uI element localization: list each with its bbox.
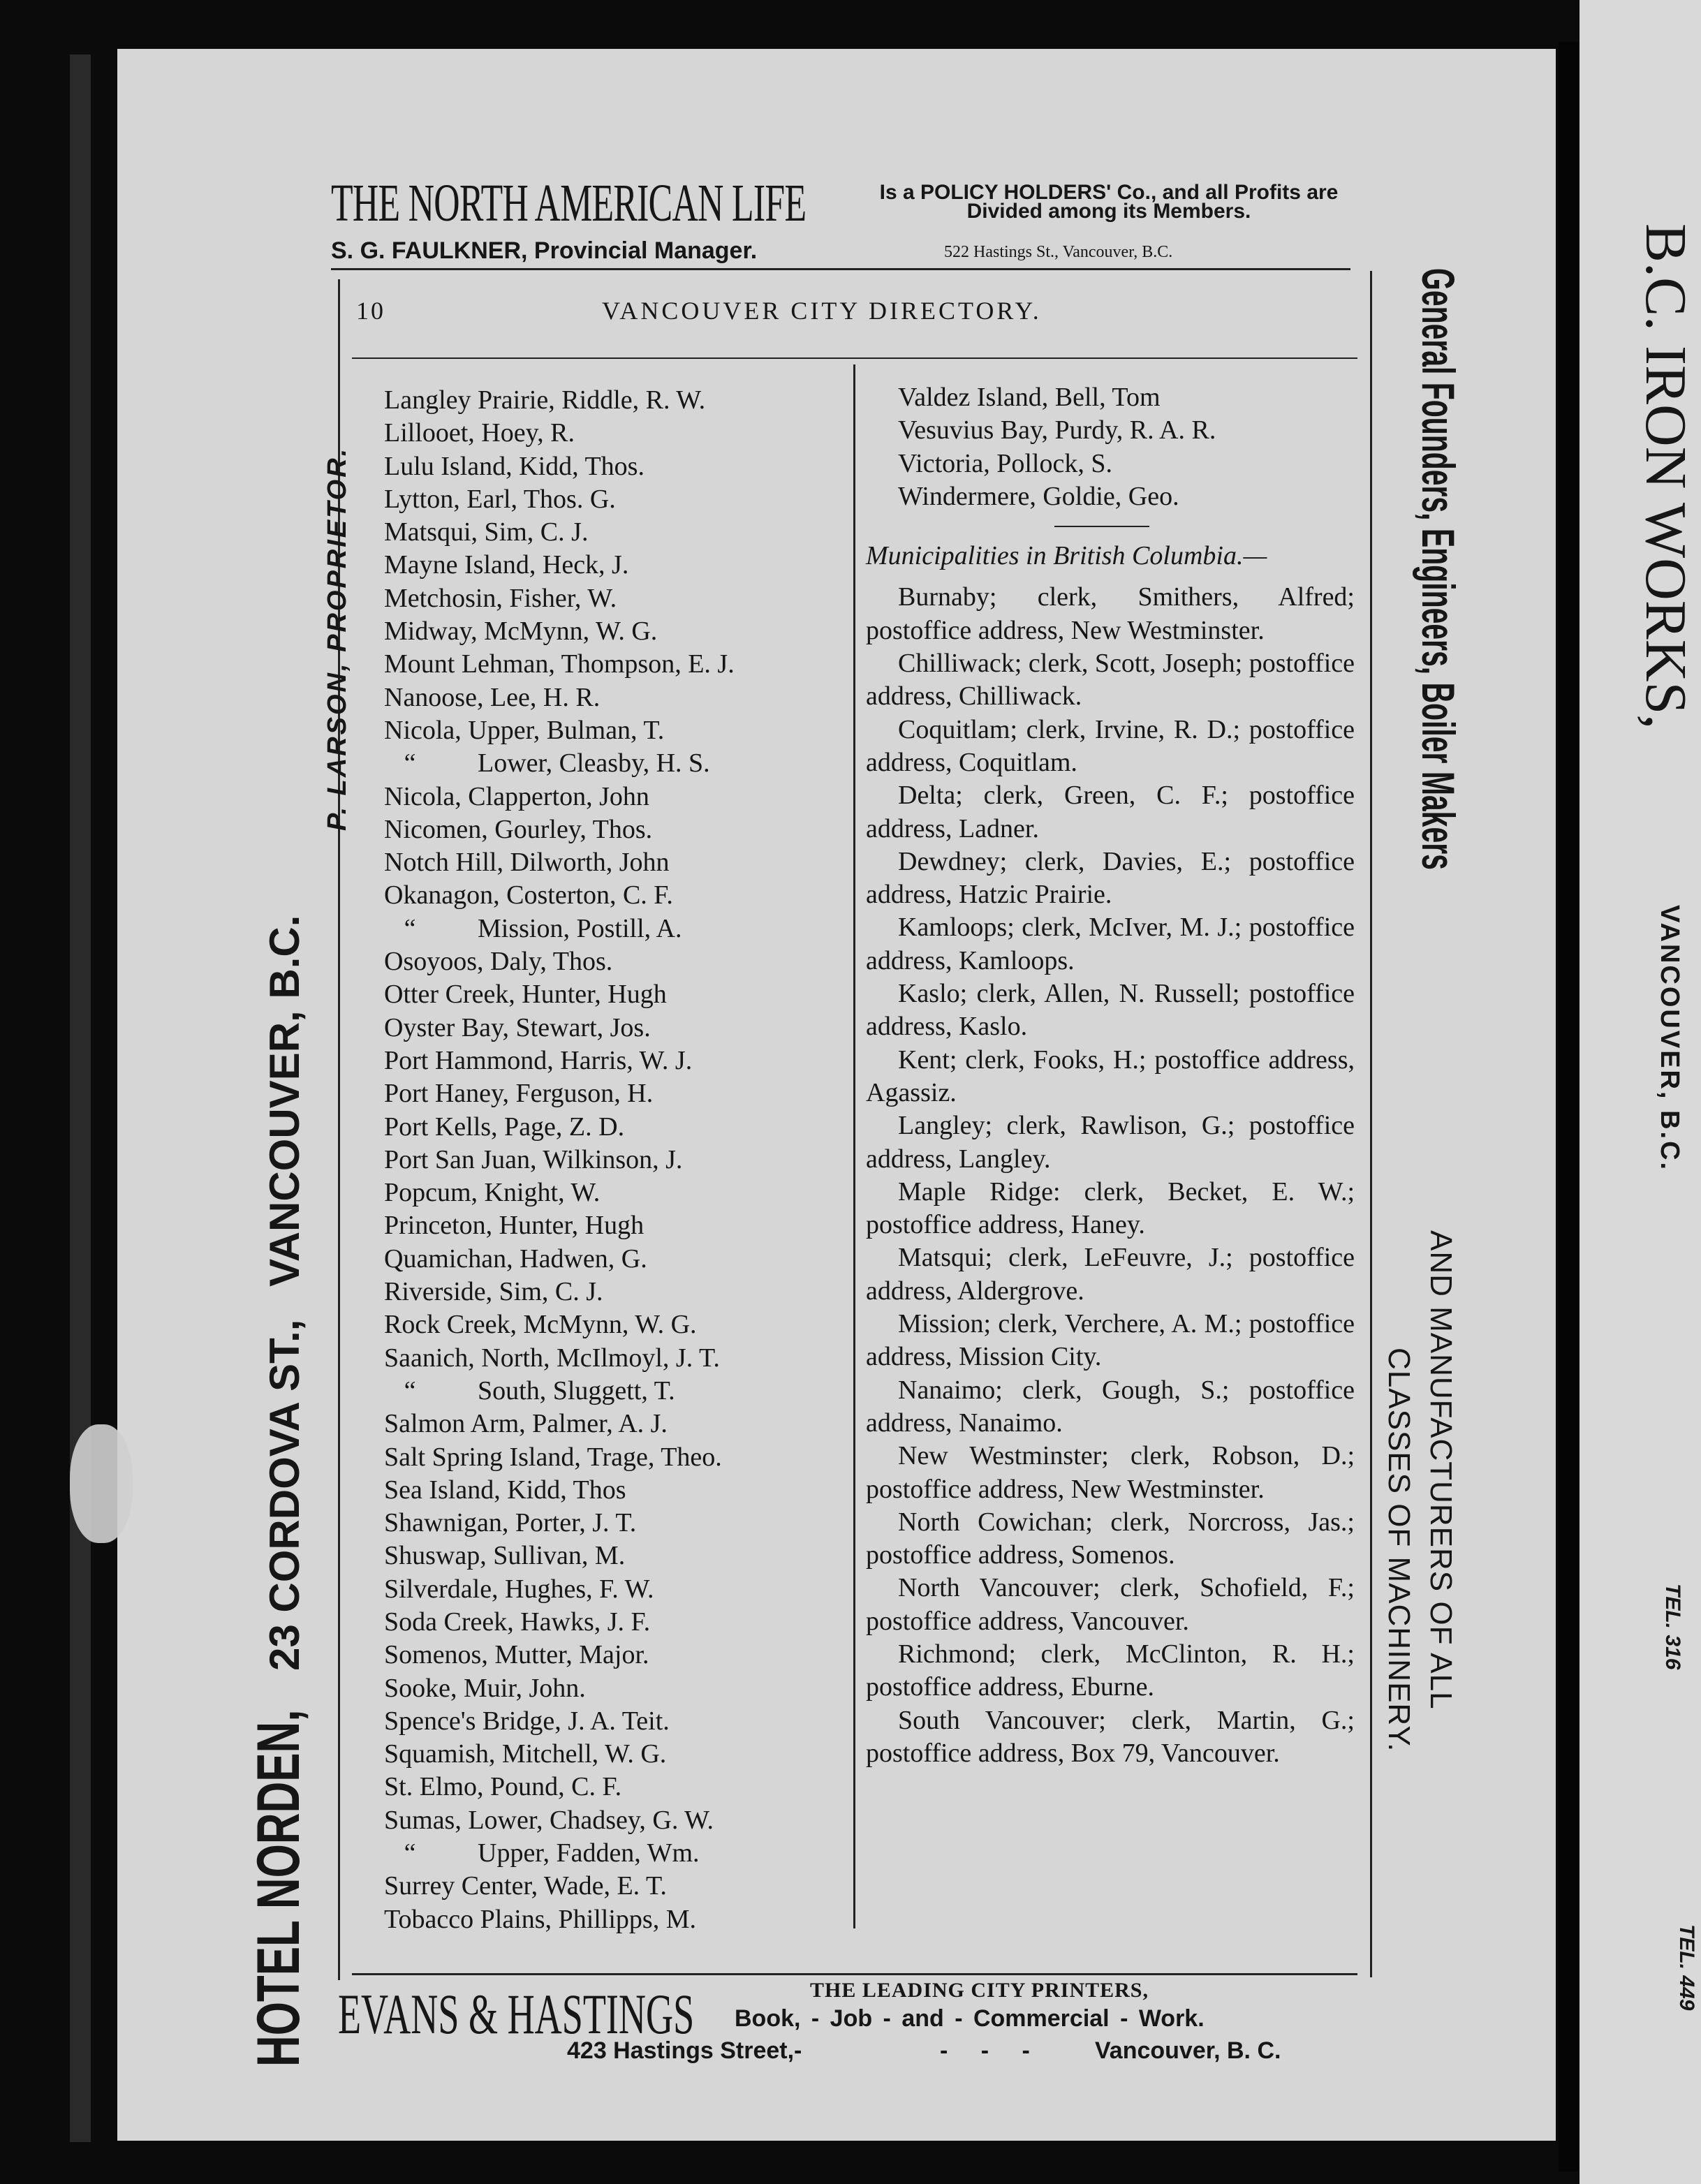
directory-entry: St. Elmo, Pound, C. F. — [384, 1772, 622, 1802]
directory-entry: Port San Juan, Wilkinson, J. — [384, 1144, 683, 1174]
directory-entry: Vesuvius Bay, Purdy, R. A. R. — [898, 415, 1216, 445]
directory-entry: Saanich, North, McIlmoyl, J. T. — [384, 1343, 720, 1373]
paper-stain — [70, 1424, 133, 1543]
directory-entry: Salt Spring Island, Trage, Theo. — [384, 1442, 722, 1472]
left-column — [384, 384, 859, 1936]
ditto-mark: “ — [404, 1838, 416, 1868]
printer-street: 423 Hastings Street,- — [567, 2037, 802, 2064]
directory-entry: Rock Creek, McMynn, W. G. — [384, 1310, 697, 1340]
banner-rule — [331, 268, 1350, 270]
directory-entry: Otter Creek, Hunter, Hugh — [384, 980, 667, 1010]
municipality-entry: Maple Ridge: clerk, Becket, E. W.; postoffice address, Haney. — [866, 1176, 1355, 1240]
directory-entry: Shawnigan, Porter, J. T. — [384, 1508, 637, 1538]
iron-works-title: B.C. IRON WORKS, — [1633, 223, 1698, 730]
directory-entry: Sooke, Muir, John. — [384, 1673, 586, 1703]
directory-entry: Shuswap, Sullivan, M. — [384, 1541, 626, 1571]
municipality-entry: Kamloops; clerk, McIver, M. J.; postoffice address, Kamloops. — [866, 913, 1355, 975]
banner-manager: S. G. FAULKNER, Provincial Manager. — [331, 237, 758, 264]
directory-entry: Silverdale, Hughes, F. W. — [384, 1574, 654, 1604]
municipality-entry: South Vancouver; clerk, Martin, G.; postoffice address, Box 79, Vancouver. — [866, 1705, 1355, 1768]
ditto-entry-text: Lower, Cleasby, H. S. — [478, 748, 710, 779]
directory-entry: Port Hammond, Harris, W. J. — [384, 1045, 693, 1075]
ditto-mark: “ — [404, 748, 416, 779]
directory-entry — [384, 747, 859, 780]
banner-address: 522 Hastings St., Vancouver, B.C. — [944, 243, 1173, 261]
directory-entry: Princeton, Hunter, Hugh — [384, 1211, 645, 1241]
page-edge — [70, 54, 91, 2142]
founders-ad — [1412, 268, 1465, 1239]
directory-entry: Notch Hill, Dilworth, John — [384, 848, 670, 878]
directory-entry: Riverside, Sim, C. J. — [384, 1277, 603, 1307]
directory-entry: Okanagon, Costerton, C. F. — [384, 880, 673, 910]
municipality-entry: Dewdney; clerk, Davies, E.; postoffice address, Hatzic Prairie. — [866, 846, 1355, 910]
frame-right-rule — [1370, 271, 1372, 1977]
directory-entry: Matsqui, Sim, C. J. — [384, 517, 589, 547]
directory-entry — [384, 1375, 859, 1408]
municipality-entry: New Westminster; clerk, Robson, D.; postoffice address, New Westminster. — [866, 1441, 1355, 1504]
section-rule — [1054, 526, 1149, 527]
directory-entry: Nicola, Clapperton, John — [384, 781, 649, 811]
printer-city: Vancouver, B. C. — [1095, 2037, 1281, 2064]
municipality-entry: Coquitlam; clerk, Irvine, R. D.; postoffice address, Coquitlam. — [866, 714, 1355, 777]
ditto-entry-text: South, Sluggett, T. — [478, 1375, 675, 1405]
manufacturers-line-2: CLASSES OF MACHINERY. — [1382, 1348, 1416, 1753]
hotel-name: HOTEL NORDEN, — [245, 1709, 312, 2067]
ditto-mark: “ — [404, 913, 416, 943]
directory-entry: Mayne Island, Heck, J. — [384, 550, 629, 580]
directory-entry: Valdez Island, Bell, Tom — [898, 383, 1161, 412]
directory-entry — [384, 913, 859, 945]
page-header: VANCOUVER CITY DIRECTORY. — [602, 297, 1042, 325]
directory-entry: Tobacco Plains, Phillipps, M. — [384, 1904, 697, 1934]
directory-entry: Nicola, Upper, Bulman, T. — [384, 715, 665, 745]
hotel-ad — [244, 915, 314, 2067]
iron-works-city: VANCOUVER, B.C. — [1655, 905, 1684, 1172]
directory-entry: Port Kells, Page, Z. D. — [384, 1112, 625, 1142]
manufacturers-line-1: AND MANUFACTURERS OF ALL — [1424, 1230, 1458, 1710]
municipality-entry: Kaslo; clerk, Allen, N. Russell; postoffice address, Kaslo. — [866, 979, 1355, 1042]
ditto-mark: “ — [404, 1375, 416, 1405]
iron-works-tel-2: TEL. 449 — [1675, 1924, 1698, 2011]
founders-text: General Founders, Engineers, Boiler Makers — [1413, 268, 1464, 870]
municipality-entry: Mission; clerk, Verchere, A. M.; postoffice address, Mission City. — [866, 1309, 1355, 1372]
directory-entry: Lytton, Earl, Thos. G. — [384, 484, 616, 514]
directory-entry: Sea Island, Kidd, Thos — [384, 1475, 626, 1505]
directory-entry: Midway, McMynn, W. G. — [384, 617, 658, 647]
directory-entry: Windermere, Goldie, Geo. — [898, 481, 1179, 511]
directory-entry: Surrey Center, Wade, E. T. — [384, 1871, 667, 1901]
directory-entry: Nicomen, Gourley, Thos. — [384, 814, 653, 844]
right-column — [866, 381, 1355, 1770]
municipality-entry: North Vancouver; clerk, Schofield, F.; postoffice address, Vancouver. — [866, 1573, 1355, 1636]
printer-name: EVANS & HASTINGS — [338, 1982, 695, 2046]
municipalities-heading: Municipalities in British Columbia.— — [866, 541, 1267, 571]
printer-dashes: - - - — [940, 2037, 1030, 2064]
municipality-entry: Kent; clerk, Fooks, H.; postoffice address, Agassiz. — [866, 1045, 1355, 1107]
directory-entry: Sumas, Lower, Chadsey, G. W. — [384, 1805, 714, 1835]
ditto-entry-text: Mission, Postill, A. — [478, 913, 682, 943]
municipality-entry: Richmond; clerk, McClinton, R. H.; postoffice address, Eburne. — [866, 1639, 1355, 1702]
directory-entry: Squamish, Mitchell, W. G. — [384, 1739, 667, 1769]
directory-entry: Port Haney, Ferguson, H. — [384, 1079, 654, 1109]
directory-entry: Somenos, Mutter, Major. — [384, 1640, 649, 1670]
hotel-street: 23 CORDOVA ST., — [261, 1319, 308, 1671]
directory-entry: Popcum, Knight, W. — [384, 1178, 601, 1208]
iron-works-tel-1: TEL. 316 — [1661, 1584, 1684, 1670]
printer-work: Book, - Job - and - Commercial - Work. — [735, 2005, 1205, 2032]
directory-entry: Mount Lehman, Thompson, E. J. — [384, 649, 735, 679]
directory-entry: Lillooet, Hoey, R. — [384, 418, 575, 448]
banner-title: THE NORTH AMERICAN LIFE — [331, 174, 807, 233]
directory-entry: Spence's Bridge, J. A. Teit. — [384, 1706, 670, 1736]
directory-entry: Metchosin, Fisher, W. — [384, 583, 617, 613]
page-number: 10 — [356, 297, 385, 325]
directory-entry: Victoria, Pollock, S. — [898, 448, 1112, 478]
municipality-entry: Nanaimo; clerk, Gough, S.; postoffice address, Nanaimo. — [866, 1375, 1355, 1438]
right-entries — [866, 381, 1355, 513]
municipality-entry: Langley; clerk, Rawlison, G.; postoffice address, Langley. — [866, 1111, 1355, 1174]
directory-entry: Nanoose, Lee, H. R. — [384, 682, 601, 712]
directory-entry: Quamichan, Hadwen, G. — [384, 1244, 647, 1274]
header-rule — [352, 357, 1357, 359]
municipality-entry: Delta; clerk, Green, C. F.; postoffice address, Ladner. — [866, 781, 1355, 843]
directory-entry: Salmon Arm, Palmer, A. J. — [384, 1409, 668, 1439]
printer-tagline: THE LEADING CITY PRINTERS, — [810, 1979, 1149, 2002]
directory-entry: Lulu Island, Kidd, Thos. — [384, 451, 645, 481]
municipality-entry: North Cowichan; clerk, Norcross, Jas.; postoffice address, Somenos. — [866, 1507, 1355, 1570]
ditto-entry-text: Upper, Fadden, Wm. — [478, 1838, 700, 1868]
banner-policy: Is a POLICY HOLDERS' Co., and all Profits are Divided among its Members. — [879, 181, 1339, 223]
directory-entry: Langley Prairie, Riddle, R. W. — [384, 385, 706, 415]
hotel-city: VANCOUVER, B.C. — [261, 915, 308, 1287]
municipalities-list — [866, 581, 1355, 1770]
directory-entry: Soda Creek, Hawks, J. F. — [384, 1607, 651, 1637]
hotel-proprietor: P. LARSON, PROPRIETOR. — [323, 446, 352, 831]
directory-entry: Osoyoos, Daly, Thos. — [384, 947, 613, 977]
directory-entry — [384, 1837, 859, 1870]
page-gutter — [1559, 42, 1580, 2171]
footer-rule — [352, 1973, 1357, 1975]
directory-entry: Oyster Bay, Stewart, Jos. — [384, 1012, 651, 1042]
municipality-entry: Chilliwack; clerk, Scott, Joseph; postoffice address, Chilliwack. — [866, 649, 1355, 711]
municipality-entry: Burnaby; clerk, Smithers, Alfred; postoffice address, New Westminster. — [866, 582, 1355, 645]
municipality-entry: Matsqui; clerk, LeFeuvre, J.; postoffice address, Aldergrove. — [866, 1243, 1355, 1306]
